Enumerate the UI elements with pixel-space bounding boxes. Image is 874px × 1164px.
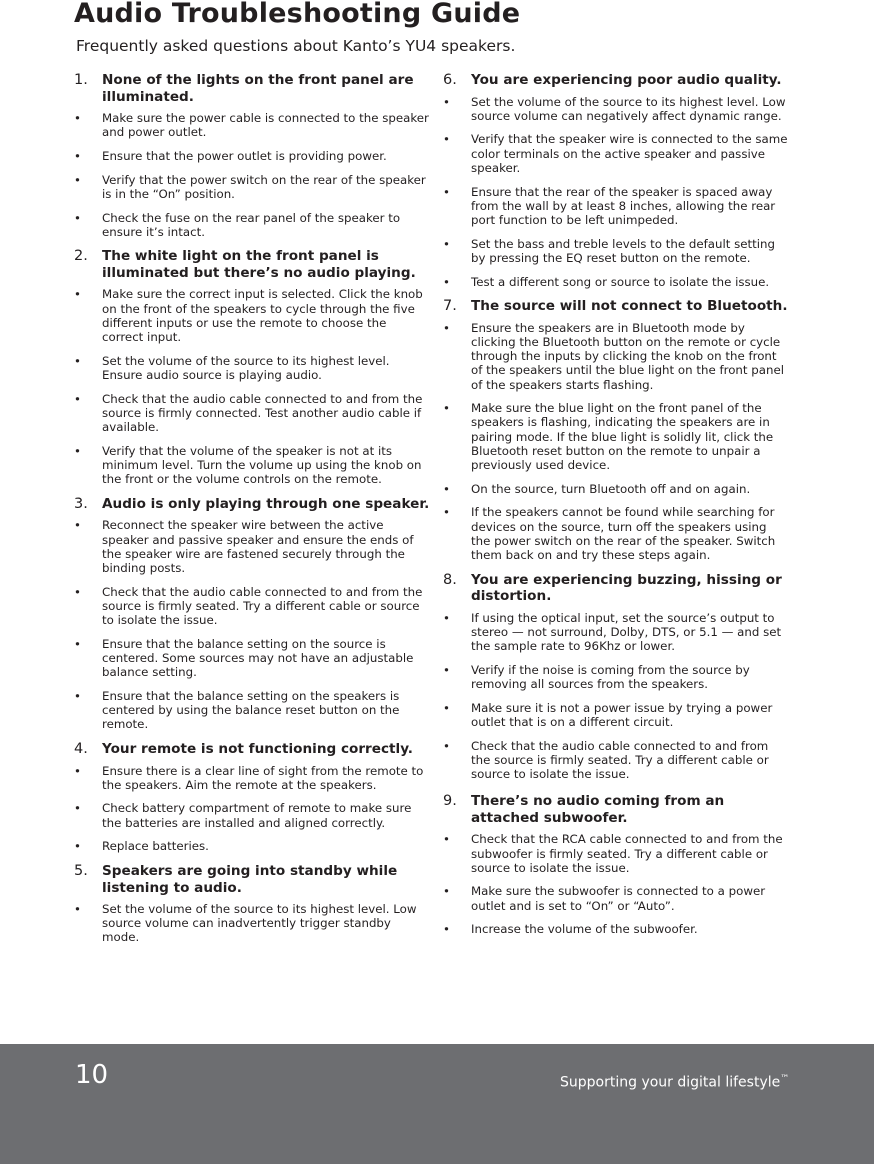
footer-bar — [0, 1044, 874, 1164]
list-item-text: Check that the audio cable connected to and from the source is firmly seated. Try a different cable or source to isolate the issue. — [471, 738, 769, 782]
bullet-list — [443, 95, 788, 289]
list-item-text: Test a different song or source to isolate the issue. — [471, 274, 770, 289]
section-heading: There’s no audio coming from an attached subwoofer. — [471, 793, 725, 826]
list-item-text: Check the fuse on the rear panel of the speaker to ensure it’s intact. — [102, 210, 401, 239]
bullet-icon: • — [443, 320, 450, 335]
bullet-list — [74, 902, 430, 945]
section-heading: Speakers are going into standby while listening to audio. — [102, 863, 398, 896]
list-item-text: Verify if the noise is coming from the source by removing all sources from the speakers. — [471, 662, 750, 692]
bullet-icon: • — [443, 401, 450, 416]
bullet-icon: • — [443, 832, 450, 847]
bullet-list — [443, 321, 788, 563]
list-item-text: Verify that the speaker wire is connected to the same color terminals on the active speaker and passive speaker. — [471, 132, 788, 175]
footer-tagline — [560, 1074, 789, 1091]
bullet-icon: • — [443, 184, 450, 199]
list-item — [74, 211, 430, 239]
list-item — [74, 392, 430, 435]
bullet-icon: • — [74, 902, 81, 917]
list-item-text: Make sure the power cable is connected to the speaker and power outlet. — [102, 111, 429, 140]
list-item — [443, 275, 788, 289]
bullet-icon: • — [74, 584, 81, 599]
section-number: 8. — [443, 571, 457, 588]
list-item — [443, 922, 788, 936]
section-heading: The source will not connect to Bluetooth. — [471, 298, 788, 315]
section-number: 4. — [74, 741, 88, 757]
page-subtitle: Frequently asked questions about Kanto’s YU4 speakers. — [76, 37, 516, 55]
bullet-icon: • — [443, 662, 450, 677]
faq-section-9 — [443, 793, 788, 936]
section-number: 2. — [74, 248, 88, 265]
bullet-list — [74, 111, 430, 239]
list-item — [443, 701, 788, 729]
bullet-icon: • — [74, 636, 81, 651]
list-item — [443, 237, 788, 265]
bullet-icon: • — [74, 391, 81, 406]
list-item — [443, 505, 788, 562]
bullet-icon: • — [74, 518, 81, 533]
list-item — [74, 444, 430, 487]
list-item-text: Ensure that the balance setting on the source is centered. Some sources may not have an adjustable balance setting. — [102, 636, 414, 680]
bullet-icon: • — [443, 884, 450, 899]
faq-section-5 — [74, 863, 430, 945]
faq-section-3 — [74, 496, 430, 732]
section-number: 5. — [74, 863, 88, 880]
bullet-icon: • — [443, 610, 450, 625]
list-item — [74, 801, 430, 829]
bullet-icon: • — [74, 172, 81, 187]
list-item-text: Ensure that the balance setting on the speakers is centered by using the balance reset button on the remote. — [102, 688, 400, 732]
trademark-symbol: ™ — [780, 1074, 790, 1084]
list-item-text: Reconnect the speaker wire between the active speaker and passive speaker and ensure the ends of the speaker wire are fastened securely through the binding posts. — [102, 518, 414, 575]
bullet-icon: • — [443, 922, 450, 937]
left-column — [74, 72, 430, 954]
list-item-text: Ensure there is a clear line of sight from the remote to the speakers. Aim the remote at the speakers. — [102, 763, 424, 792]
section-heading: The white light on the front panel is illuminated but there’s no audio playing. — [102, 248, 416, 281]
list-item-text: Set the bass and treble levels to the default setting by pressing the EQ reset button on the remote. — [471, 236, 775, 265]
list-item-text: If using the optical input, set the source’s output to stereo — not surround, Dolby, DTS, or 5.1 — and set the sample rate to 96Khz or lower. — [471, 610, 782, 654]
list-item-text: Ensure the speakers are in Bluetooth mode by clicking the Bluetooth button on the remote or cycle through the inputs by clicking the knob on the front of the speakers until the blue light on the front panel of the speakers starts flashing. — [471, 320, 785, 392]
list-item — [443, 739, 788, 782]
list-item — [74, 287, 430, 344]
list-item — [443, 95, 788, 123]
list-item-text: Verify that the power switch on the rear of the speaker is in the “On” position. — [102, 172, 426, 201]
list-item — [74, 637, 430, 680]
section-number: 6. — [443, 72, 457, 88]
bullet-icon: • — [74, 688, 81, 703]
bullet-list — [443, 611, 788, 782]
list-item — [74, 902, 430, 945]
list-item — [74, 689, 430, 732]
section-number: 9. — [443, 793, 457, 810]
list-item — [443, 482, 788, 496]
bullet-icon: • — [74, 763, 81, 778]
list-item — [443, 401, 788, 472]
list-item-text: Verify that the volume of the speaker is not at its minimum level. Turn the volume up using the knob on the front or the volume controls on the remote. — [102, 443, 422, 487]
list-item-text: On the source, turn Bluetooth off and on again. — [471, 481, 751, 496]
list-item-text: Replace batteries. — [102, 839, 209, 854]
list-item-text: Ensure that the rear of the speaker is spaced away from the wall by at least 8 inches, allowing the rear port function to be left unimpeded. — [471, 184, 776, 227]
faq-section-1 — [74, 72, 430, 239]
bullet-icon: • — [74, 443, 81, 458]
list-item-text: Set the volume of the source to its highest level. Ensure audio source is playing audio. — [102, 353, 390, 382]
bullet-icon: • — [74, 839, 81, 854]
list-item-text: Check that the audio cable connected to and from the source is firmly seated. Try a different cable or source to isolate the issue. — [102, 584, 423, 628]
list-item-text: Increase the volume of the subwoofer. — [471, 922, 698, 937]
faq-section-7 — [443, 298, 788, 562]
faq-section-4 — [74, 741, 430, 854]
bullet-icon: • — [443, 274, 450, 289]
list-item — [74, 839, 430, 853]
list-item — [74, 173, 430, 201]
list-item — [74, 764, 430, 792]
bullet-icon: • — [443, 132, 450, 147]
faq-section-2 — [74, 248, 430, 486]
bullet-icon: • — [443, 700, 450, 715]
list-item-text: Check battery compartment of remote to make sure the batteries are installed and aligned correctly. — [102, 801, 412, 830]
list-item — [443, 611, 788, 654]
page-number: 10 — [75, 1060, 109, 1090]
section-number: 3. — [74, 495, 88, 512]
bullet-icon: • — [443, 505, 450, 520]
bullet-list — [74, 518, 430, 731]
bullet-icon: • — [74, 148, 81, 163]
bullet-icon: • — [74, 111, 81, 125]
list-item — [74, 585, 430, 628]
list-item — [443, 832, 788, 875]
bullet-icon: • — [74, 801, 81, 816]
section-heading: Your remote is not functioning correctly. — [102, 741, 413, 757]
list-item — [443, 663, 788, 691]
list-item-text: If the speakers cannot be found while searching for devices on the source, turn off the speakers using the power switch on the rear of the speaker. Switch them back on and try these steps again. — [471, 505, 776, 563]
section-number: 7. — [443, 298, 457, 315]
list-item — [443, 884, 788, 912]
section-heading: You are experiencing poor audio quality. — [471, 72, 782, 88]
right-column — [443, 72, 788, 946]
list-item — [74, 111, 430, 139]
list-item-text: Make sure the blue light on the front panel of the speakers is flashing, indicating the speakers are in pairing mode. If the blue light is solidly lit, click the Bluetooth reset button on the remote to unpair a previously used device. — [471, 401, 774, 473]
section-heading: You are experiencing buzzing, hissing or distortion. — [471, 571, 782, 605]
list-item-text: Check that the audio cable connected to and from the source is firmly connected. Test another audio cable if available. — [102, 391, 423, 435]
bullet-icon: • — [443, 94, 450, 109]
list-item — [443, 132, 788, 175]
list-item — [74, 354, 430, 382]
list-item — [74, 518, 430, 575]
faq-section-8 — [443, 572, 788, 782]
list-item-text: Make sure the correct input is selected. Click the knob on the front of the speakers to cycle through the five different inputs or use the remote to choose the correct input. — [102, 287, 423, 345]
list-item-text: Make sure the subwoofer is connected to a power outlet and is set to “On” or “Auto”. — [471, 884, 766, 913]
bullet-list — [74, 764, 430, 854]
list-item-text: Set the volume of the source to its highest level. Low source volume can negatively affect dynamic range. — [471, 94, 786, 123]
list-item — [443, 321, 788, 392]
list-item — [74, 149, 430, 163]
list-item-text: Set the volume of the source to its highest level. Low source volume can inadvertently trigger standby mode. — [102, 902, 417, 945]
list-item-text: Check that the RCA cable connected to and from the subwoofer is firmly seated. Try a different cable or source to isolate the issue. — [471, 832, 783, 875]
bullet-list — [74, 287, 430, 486]
faq-section-6 — [443, 72, 788, 289]
tagline-text: Supporting your digital lifestyle — [560, 1074, 781, 1091]
bullet-icon: • — [443, 738, 450, 753]
list-item-text: Make sure it is not a power issue by trying a power outlet that is on a different circuit. — [471, 700, 773, 729]
bullet-icon: • — [443, 236, 450, 251]
page-title: Audio Troubleshooting Guide — [74, 0, 521, 29]
section-heading: Audio is only playing through one speaker. — [102, 495, 430, 512]
section-number: 1. — [74, 72, 88, 88]
section-heading: None of the lights on the front panel are illuminated. — [102, 72, 414, 105]
bullet-icon: • — [74, 287, 81, 302]
bullet-icon: • — [74, 353, 81, 368]
bullet-list — [443, 832, 788, 936]
bullet-icon: • — [74, 210, 81, 225]
bullet-icon: • — [443, 481, 450, 496]
list-item — [443, 185, 788, 228]
list-item-text: Ensure that the power outlet is providing power. — [102, 148, 387, 163]
